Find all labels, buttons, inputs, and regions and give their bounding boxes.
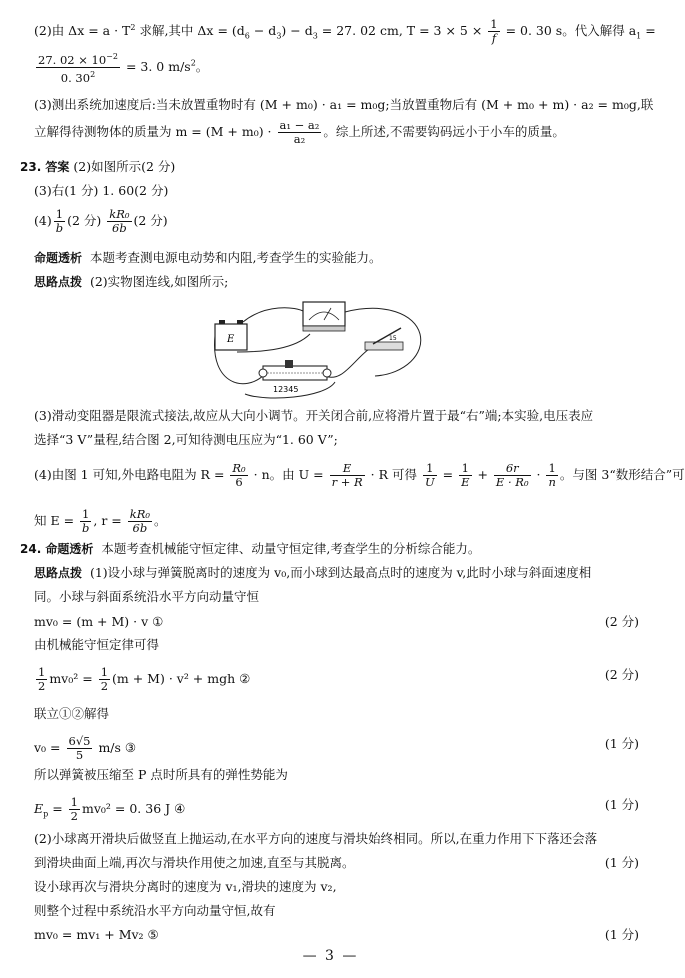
page-number: — 3 — (302, 948, 359, 964)
equation-2: $\frac{1}{2}$ mv₀² = $\frac{1}{2}$ (m + M) · v² + mgh ② (38, 665, 251, 693)
circuit-diagram (205, 294, 430, 404)
text-line: 思路点拨 (2)实物图连线,如图所示; (34, 274, 229, 289)
equation-1: mv₀ = (m + M) · v ① (34, 614, 164, 629)
equation-3: v₀ = $\frac{6√5}{5}$ m/s ③ (34, 734, 137, 762)
battery-label: E (227, 334, 235, 345)
fraction: $\frac{1}{E}$ (461, 461, 470, 489)
text-line: 思路点拨 (1)设小球与弹簧脱离时的速度为 v₀,而小球到达最高点时的速度为 v,此时小球与斜面速度相 (34, 565, 592, 580)
text-line: 则整个过程中系统沿水平方向动量守恒,故有 (34, 903, 276, 918)
fraction: $\frac{6r}{\text{E · R₀}}$ (495, 461, 529, 489)
fraction: $\frac{\text{R₀}}{6}$ (232, 461, 246, 489)
fraction: $\frac{27. 02 \times 10^{-2}}{0. 30^2}$ (38, 52, 118, 85)
fraction: $\frac{\text{kR₀}}{6b}$ (109, 207, 130, 235)
text-line: 选择“3 V”量程,结合图 2,可知待测电压应为“1. 60 V”; (34, 432, 338, 447)
fraction: $\frac{\text{a₁ − a₂}}{\text{a₂}}$ (279, 118, 320, 146)
text-line: (4)由图 1 可知,外电路电阻为 R = $\frac{\text{R₀}}{6}$ · n。由 U = $\frac{E}{r + R}$ · R 可得 $\frac{1}{U}$ = $\frac{1}{E}$ + $\frac{6r}{\text{E · R₀}}$ · $\frac{1}{n}$ 。与图 3“数形结合”可 (34, 461, 685, 489)
score: (1 分) (604, 927, 639, 942)
fraction: $\frac{1}{2}$ (38, 665, 46, 693)
text-line: 设小球再次与滑块分离时的速度为 v₁,滑块的速度为 v₂, (34, 879, 337, 894)
text-line: 联立①②解得 (34, 706, 110, 721)
text-line: 命题透析 本题考查测电源电动势和内阻,考查学生的实验能力。 (34, 250, 382, 265)
text-line: (3)测出系统加速度后:当未放置重物时有 (M + m₀) · a₁ = m₀g;当放置重物后有 (M + m₀ + m) · a₂ = m₀g,联 (34, 97, 654, 112)
fraction: $\frac{1}{b}$ (55, 207, 64, 235)
text-line: (3)滑动变阻器是限流式接法,故应从大向小调节。开关闭合前,应将滑片置于最“右”端;本实验,电压表应 (34, 408, 594, 423)
text-line: 到滑块曲面上端,再次与滑块作用使之加速,直至与其脱离。 (34, 855, 355, 870)
rheostat-label: 12345 (273, 385, 299, 394)
text-line: 同。小球与斜面系统沿水平方向动量守恒 (34, 589, 260, 604)
q23-answer: 23. 答案 (2)如图所示(2 分) (20, 159, 176, 174)
text-line: 立解得待测物体的质量为 m = (M + m₀) · $\frac{\text{a₁ − a₂}}{\text{a₂}}$ 。综上所述,不需要钩码远小于小车的质量。 (34, 118, 565, 146)
score: (1 分) (604, 797, 639, 812)
fraction: $\frac{1}{n}$ (548, 461, 556, 489)
equation-4: $E_p$ = $\frac{1}{2}$ mv₀² = 0. 36 J ④ (34, 795, 186, 823)
fraction: $\frac{6√5}{5}$ (68, 734, 91, 762)
text-line: (2)小球离开滑块后做竖直上抛运动,在水平方向的速度与滑块始终相同。所以,在重力作用下下落还会落 (34, 831, 598, 846)
rheostat-icon (259, 360, 331, 394)
q24-header: 24. 命题透析 本题考查机械能守恒定律、动量守恒定律,考查学生的分析综合能力。 (20, 541, 481, 556)
fraction: $\frac{1}{2}$ (100, 665, 109, 693)
fraction: $\frac{1}{U}$ (424, 461, 435, 489)
text-line: 由机械能守恒定律可得 (34, 637, 160, 652)
switch-icon (365, 328, 403, 350)
equation-5: mv₀ = mv₁ + Mv₂ ⑤ (34, 927, 159, 942)
fraction: $\frac{E}{r + R}$ (331, 461, 363, 489)
battery (215, 320, 247, 350)
wire (237, 334, 310, 352)
score: (2 分) (604, 614, 639, 629)
text-line: (4) $\frac{1}{b}$ (2 分) $\frac{\text{kR₀}}{6b}$ (2 分) (34, 207, 168, 235)
voltmeter-icon (303, 302, 345, 331)
score: (1 分) (604, 855, 639, 870)
text-line: 知 E = $\frac{1}{b}$ , r = $\frac{\text{kR₀}}{6b}$ 。 (34, 507, 167, 535)
fraction: $\frac{\text{kR₀}}{6b}$ (129, 507, 150, 535)
text-line: (3)右(1 分) 1. 60(2 分) (34, 183, 169, 198)
text-line: 所以弹簧被压缩至 P 点时所具有的弹性势能为 (34, 767, 288, 782)
score: (1 分) (604, 736, 639, 751)
meter-label: 15 (389, 335, 397, 342)
score: (2 分) (604, 667, 639, 682)
text-line: $\frac{27. 02 \times 10^{-2}}{0. 30^2}$ = 3. 0 $m/s^2$。 (38, 52, 209, 85)
text-line: (2)由 $\Delta x = a \cdot T^2$ 求解,其中 $\Delta x = (d_6 - d_3) - d_3 = 27$. 02 cm, T = 3 × 5 × $\frac{1}{f}$ = 0. 30 s。代入解得 $a_1$ = (34, 17, 656, 45)
wire (243, 308, 305, 322)
fraction: $\frac{1}{2}$ (70, 795, 78, 823)
fraction: $\frac{1}{b}$ (82, 507, 90, 535)
fraction: $\frac{1}{f}$ (490, 17, 498, 45)
